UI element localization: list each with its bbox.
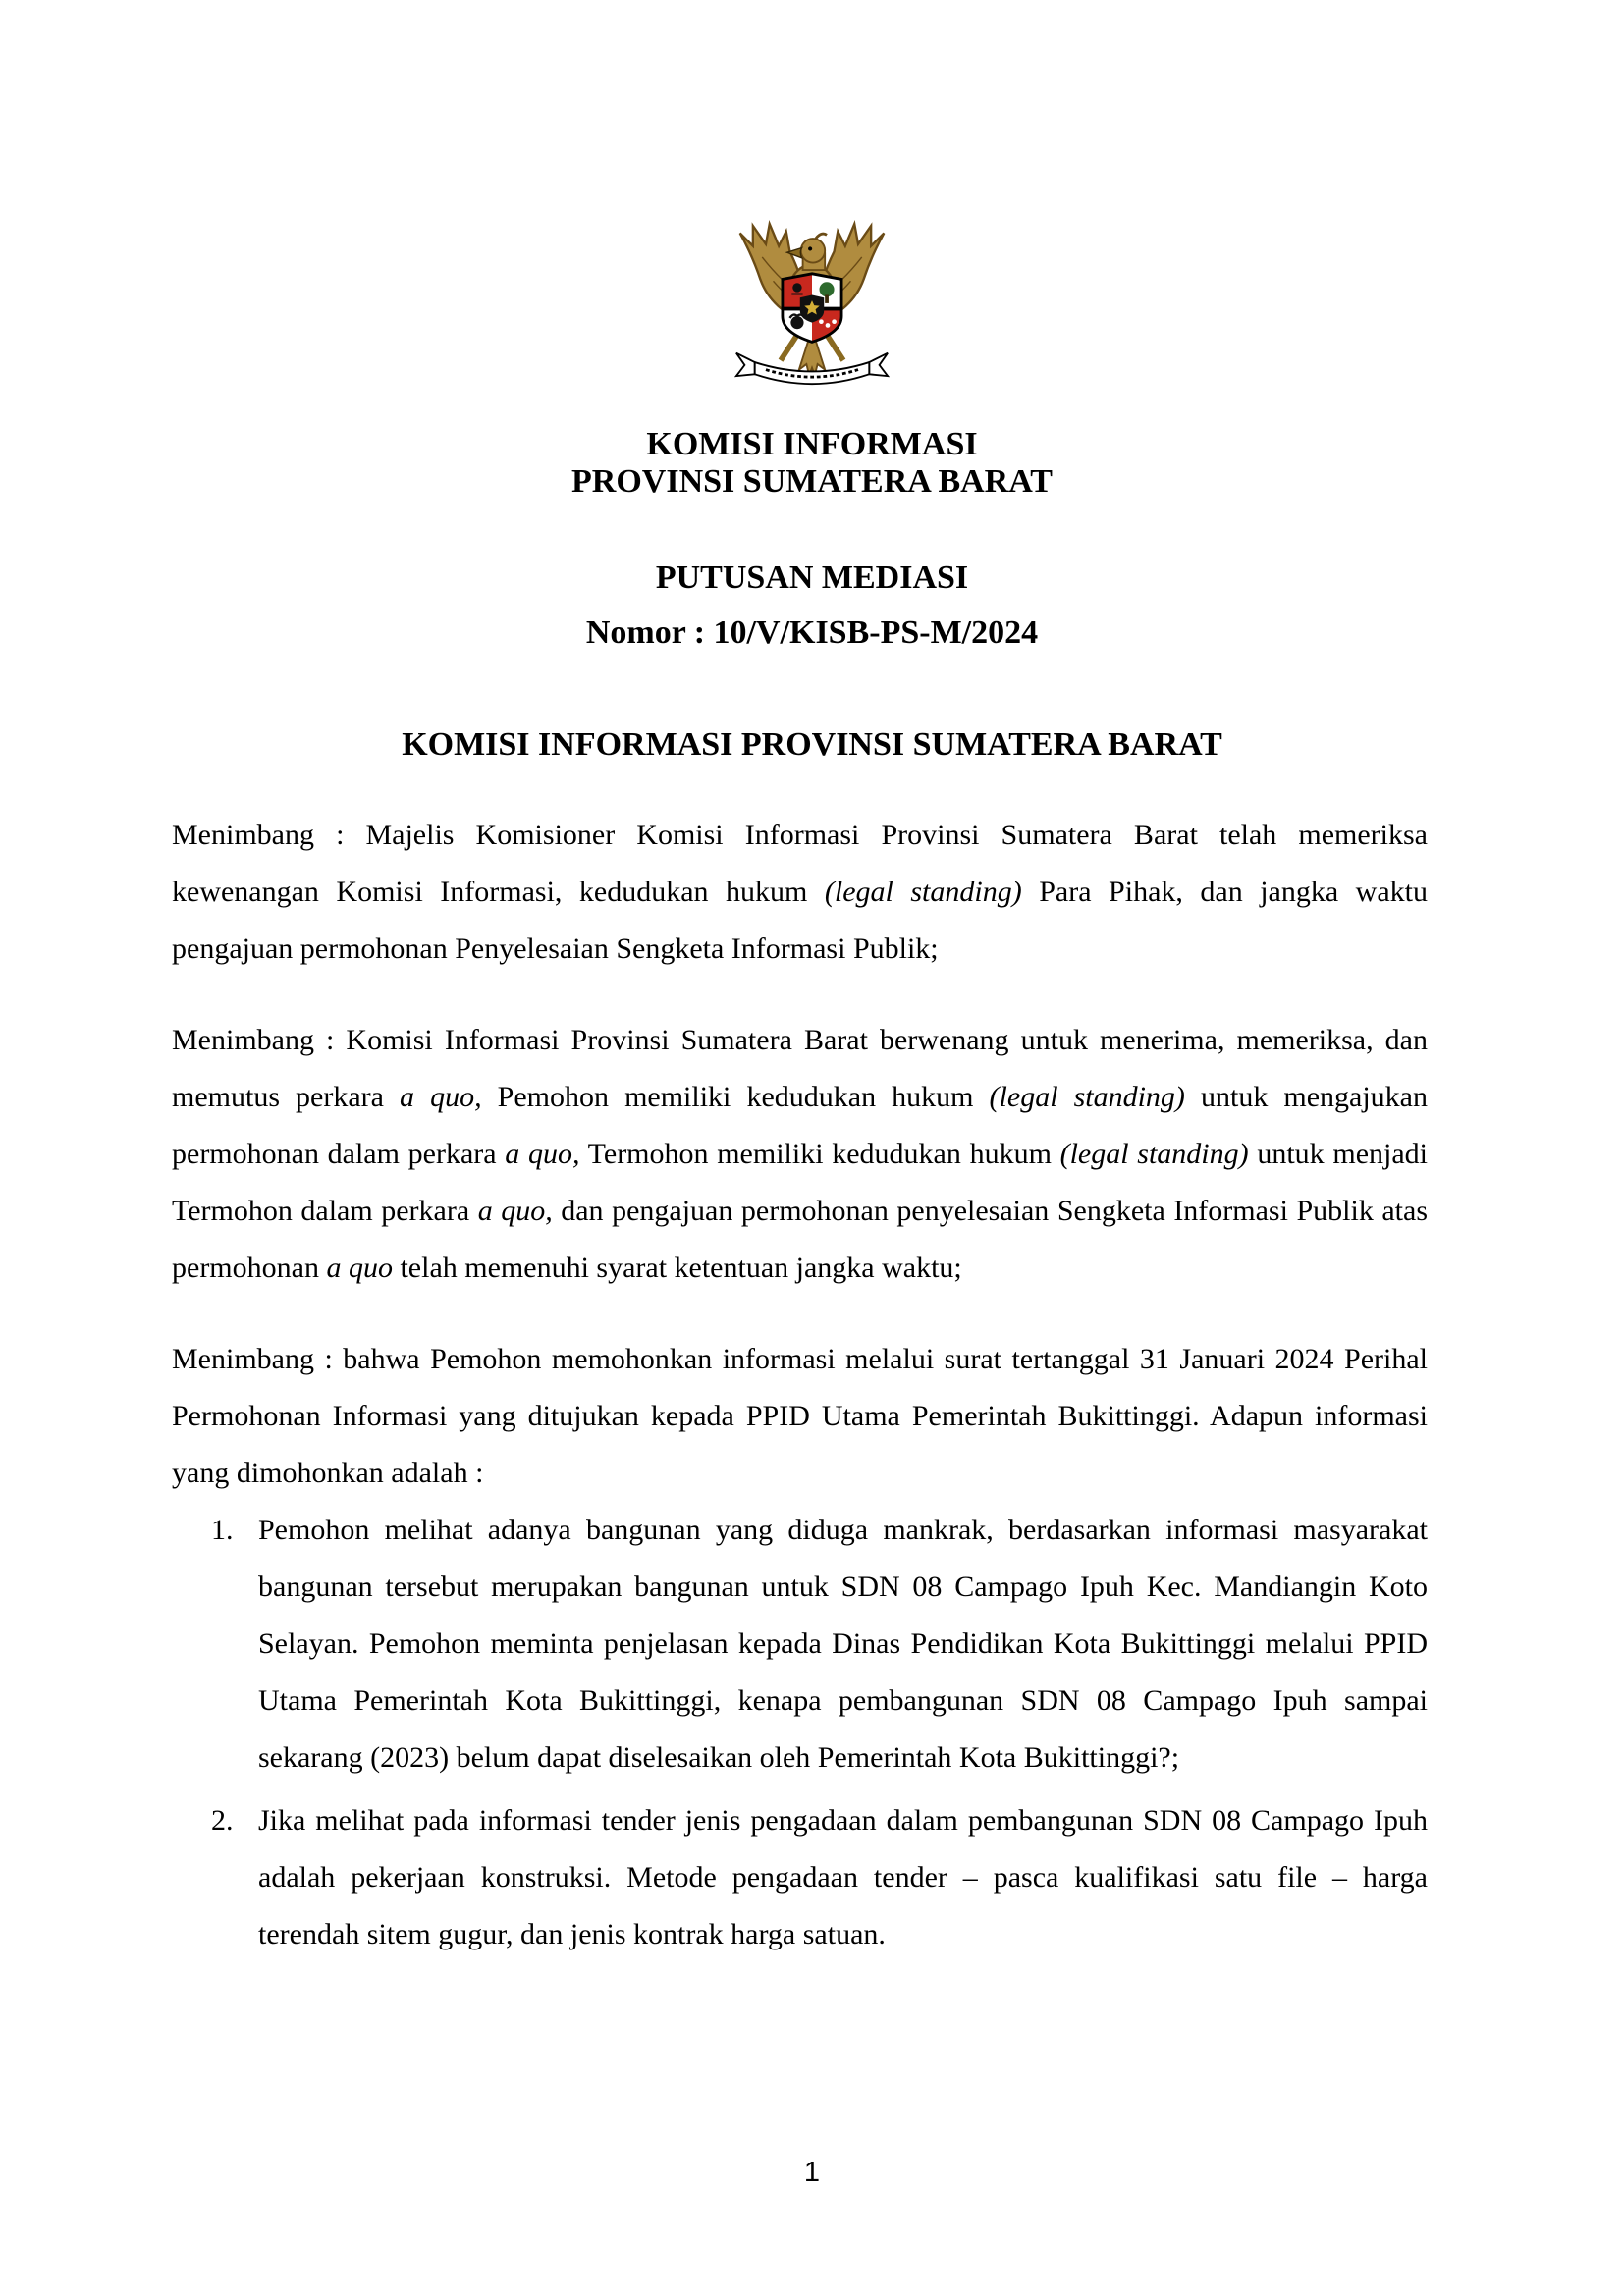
letterhead-org-name: KOMISI INFORMASI xyxy=(646,426,978,462)
letterhead xyxy=(0,426,1624,501)
paragraph-menimbang-1: Menimbang : Majelis Komisioner Komisi Informasi Provinsi Sumatera Barat telah memeriksa kewenangan Komisi Informasi, kedudukan hukum (legal standing) Para Pihak, dan jangka waktu pengajuan permohonan Penyelesaian Sengketa Informasi Publik; xyxy=(172,819,1429,965)
document-title: PUTUSAN MEDIASI xyxy=(655,560,969,596)
list-item-2 xyxy=(172,1792,1428,1963)
list-item-2-text: Jika melihat pada informasi tender jenis pengadaan dalam pembangunan SDN 08 Campago Ipuh adalah pekerjaan konstruksi. Metode pengadaan tender – pasca kualifikasi satu file – harga terendah sitem gugur, dan jenis kontrak harga satuan. xyxy=(258,1804,1428,1950)
paragraph-menimbang-2: Menimbang : Komisi Informasi Provinsi Sumatera Barat berwenang untuk menerima, memeriksa, dan memutus perkara a quo, Pemohon memiliki kedudukan hukum (legal standing) untuk mengajukan permohonan dalam perkara a quo, Termohon memiliki kedudukan hukum (legal standing) untuk menjadi Termohon dalam perkara a quo, dan pengajuan permohonan penyelesaian Sengketa Informasi Publik atas permohonan a quo telah memenuhi syarat ketentuan jangka waktu; xyxy=(172,1024,1428,1284)
pancasila-shield xyxy=(783,272,841,346)
list-item-1-number: 1. xyxy=(211,1514,234,1546)
letterhead-emblem-wrap xyxy=(0,0,1624,400)
paragraph-menimbang-3: Menimbang : bahwa Pemohon memohonkan informasi melalui surat tertanggal 31 Januari 2024 Perihal Permohonan Informasi yang ditujukan kepada PPID Utama Pemerintah Bukittinggi. Adapun informasi yang dimohonkan adalah : xyxy=(172,1343,1428,1489)
list-item-1 xyxy=(172,1502,1428,1787)
document-body xyxy=(0,807,1624,1963)
garuda-pancasila-emblem-icon xyxy=(720,192,904,396)
letterhead-province: PROVINSI SUMATERA BARAT xyxy=(571,463,1053,500)
document-number: Nomor : 10/V/KISB-PS-M/2024 xyxy=(585,614,1039,651)
list-item-2-number: 2. xyxy=(211,1804,234,1837)
requested-information-list xyxy=(172,1502,1428,1963)
issuing-body-heading: KOMISI INFORMASI PROVINSI SUMATERA BARAT xyxy=(402,726,1222,763)
list-item-1-text: Pemohon melihat adanya bangunan yang diduga mankrak, berdasarkan informasi masyarakat bangunan tersebut merupakan bangunan untuk SDN 08 Campago Ipuh Kec. Mandiangin Koto Selayan. Pemohon meminta penjelasan kepada Dinas Pendidikan Kota Bukittinggi melalui PPID Utama Pemerintah Kota Bukittinggi, kenapa pembangunan SDN 08 Campago Ipuh sampai sekarang (2023) belum dapat diselesaikan oleh Pemerintah Kota Bukittinggi?; xyxy=(258,1514,1428,1774)
page-number: 1 xyxy=(803,2157,821,2188)
